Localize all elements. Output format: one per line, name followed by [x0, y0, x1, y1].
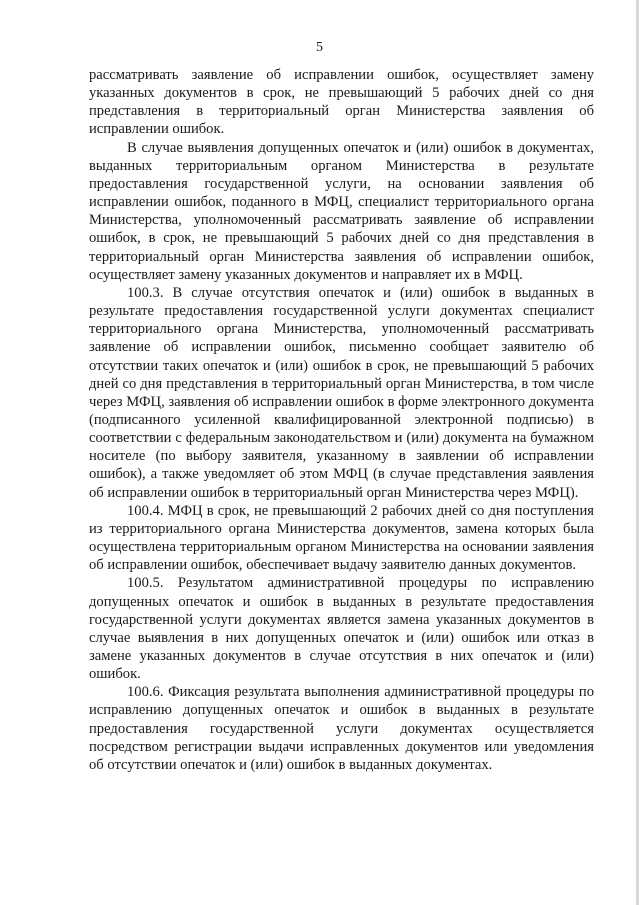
paragraph-mfc-errors: В случае выявления допущенных опечаток и (или) ошибок в документах, выданных территориальным органом Министерства в результате предоставления государственной услуги, на основании заявления об исправлении ошибок, поданного в МФЦ, специалист территориального органа Министерства, уполномоченный рассматривать заявление об исправлении ошибок, в срок, не превышающий 5 рабочих дней со дня представления в территориальный орган Министерства заявления об исправлении ошибок, осуществляет замену указанных документов и направляет их в МФЦ.	[89, 139, 594, 283]
paragraph-100-6: 100.6. Фиксация результата выполнения административной процедуры по исправлению допущенных опечаток и ошибок в выданных в результате предоставления государственной услуги документах осуществляется посредством регистрации выдачи исправленных документов или уведомления об отсутствии опечаток и (или) ошибок в выданных документах.	[89, 684, 594, 773]
document-body	[89, 66, 594, 774]
paragraph-100-3: 100.3. В случае отсутствия опечаток и (или) ошибок в выданных в результате предоставления государственной услуги документах специалист территориального органа Министерства, уполномоченный рассматривать заявление об исправлении ошибок, письменно сообщает заявителю об отсутствии таких опечаток и (или) ошибок в срок, не превышающий 5 рабочих дней со дня представления в территориальный орган Министерства, в том числе через МФЦ, заявления об исправлении ошибок в форме электронного документа (подписанного усиленной квалифицированной электронной подписью) в соответствии с федеральным законодательством и (или) документа на бумажном носителе (по выбору заявителя, указанному в заявлении об исправлении ошибок), а также уведомляет об этом МФЦ (в случае представления заявления об исправлении ошибок в территориальный орган Министерства через МФЦ).	[89, 284, 594, 501]
paragraph-100-5: 100.5. Результатом административной процедуры по исправлению допущенных опечаток и ошибок в выданных в результате предоставления государственной услуги документах является замена указанных документов в случае выявления в них допущенных опечаток и (или) ошибок или отказ в замене указанных документов в случае отсутствия в них опечаток и (или) ошибок.	[89, 575, 594, 683]
paragraph-100-4: 100.4. МФЦ в срок, не превышающий 2 рабочих дней со дня поступления из территориального органа Министерства документов, замена которых была осуществлена территориальным органом Министерства на основании заявления об исправлении ошибок, обеспечивает выдачу заявителю данных документов.	[89, 502, 594, 574]
paragraph-continuation: рассматривать заявление об исправлении ошибок, осуществляет замену указанных документов в срок, не превышающий 5 рабочих дней со дня представления в территориальный орган Министерства заявления об исправлении ошибок.	[89, 67, 594, 138]
page-number: 5	[316, 40, 323, 55]
